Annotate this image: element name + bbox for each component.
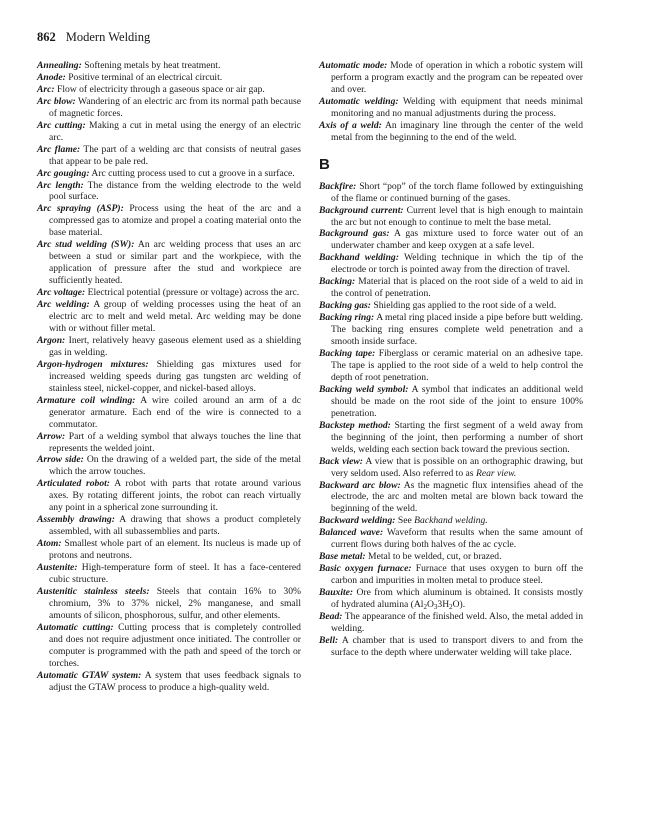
glossary-entry-backing-ring: Backing ring: A metal ring placed inside a pipe before butt welding. The backing ring ensures complete weld penetration and a smooth inside surface. (319, 312, 583, 348)
glossary-entry-balanced-wave: Balanced wave: Waveform that results when the same amount of current flows during both halves of the ac cycle. (319, 527, 583, 551)
glossary-entry-arc-stud-welding: Arc stud welding (SW): An arc welding process that uses an arc between a stud or similar part and the workpiece, with the application of pressure after the stud and workpiece are sufficiently heated. (37, 239, 301, 287)
glossary-entry-backing-weld-symbol: Backing weld symbol: A symbol that indicates an additional weld should be made on the root side of the joint to ensure 100% penetration. (319, 383, 583, 419)
glossary-entry-background-current: Background current: Current level that is high enough to maintain the arc but not enough to continue to melt the base metal. (319, 204, 583, 228)
glossary-entry-axis-of-a-weld: Axis of a weld: An imaginary line through the center of the weld metal from the beginning to the end of the weld. (319, 119, 583, 143)
glossary-entry-arc: Arc: Flow of electricity through a gaseous space or air gap. (37, 83, 265, 95)
page-number: 862 (37, 30, 56, 44)
glossary-entry-arc-blow: Arc blow: Wandering of an electric arc from its normal path because of magnetic forces. (37, 95, 301, 119)
glossary-entry-anode: Anode: Positive terminal of an electrical circuit. (37, 71, 223, 83)
glossary-entry-arc-cutting: Arc cutting: Making a cut in metal using the energy of an electric arc. (37, 119, 301, 143)
glossary-entry-bell: Bell: A chamber that is used to transport divers to and from the surface to the depth where underwater welding will take place. (319, 634, 584, 658)
glossary-column-left (37, 60, 301, 694)
cross-reference: Backhand welding. (414, 515, 488, 527)
glossary-entry-backfire: Backfire: Short “pop” of the torch flame followed by extinguishing of the flame or continued burning of the gases. (319, 180, 583, 204)
running-title: Modern Welding (65, 30, 151, 44)
glossary-entry-atom: Atom: Smallest whole part of an element. Its nucleus is made up of protons and neutrons. (37, 538, 301, 562)
glossary-entry-backing-tape: Backing tape: Fiberglass or ceramic material on an adhesive tape. The tape is applied to the root side of a weld to help control the depth of root penetration. (319, 348, 583, 383)
glossary-entry-backhand-welding: Backhand welding: Welding technique in which the tip of the electrode or torch is pointed away from the direction of travel. (319, 252, 583, 276)
page-header (37, 30, 150, 45)
glossary-entry-basic-oxygen-furnace: Basic oxygen furnace: Furnace that uses oxygen to burn off the carbon and impurities in molten metal to produce steel. (319, 563, 583, 587)
cross-reference: Rear view. (475, 467, 517, 479)
glossary-entry-argon: Argon: Inert, relatively heavy gaseous element used as a shielding gas in welding. (37, 334, 301, 358)
glossary-entry-arc-gouging: Arc gouging: Arc cutting process used to cut a groove in a surface. (37, 167, 295, 179)
glossary-entry-articulated-robot: Articulated robot: A robot with parts that rotate around various axes. By rotating different joints, the robot can reach virtually any point in a spherical zone surrounding it. (37, 478, 301, 514)
glossary-entry-armature-coil-winding: Armature coil winding: A wire coiled around an arm of a dc generator armature. Each end of the wire is connected to a commutator. (37, 394, 301, 430)
glossary-entry-backward-welding: Backward welding: See Backhand welding. (319, 515, 488, 527)
glossary-entry-arc-flame: Arc flame: The part of a welding arc that consists of neutral gases that appear to be pale red. (37, 143, 301, 167)
glossary-entry-backing-gas: Backing gas: Shielding gas applied to the root side of a weld. (319, 300, 557, 312)
glossary-entry-austenitic-stainless-steels: Austenitic stainless steels: Steels that contain 16% to 30% chromium, 3% to 37% nickel, 2% manganese, and small amounts of silicon, phosphorous, sulfur, and other elements. (37, 585, 301, 621)
glossary-entry-background-gas: Background gas: A gas mixture used to force water out of an underwater chamber and keep oxygen at a safe level. (319, 228, 583, 252)
glossary-column-right (319, 60, 583, 659)
glossary-entry-argon-hydrogen-mixtures: Argon-hydrogen mixtures: Shielding gas mixtures used for increased welding speeds during gas tungsten arc welding of stainless steel, nickel-copper, and nickel-based alloys. (37, 358, 301, 394)
glossary-entry-automatic-welding: Automatic welding: Welding with equipment that needs minimal monitoring and no manual adjustments during the process. (319, 95, 583, 119)
glossary-entry-arc-spraying: Arc spraying (ASP): Process using the heat of the arc and a compressed gas to atomize and propel a coating material onto the base material. (37, 203, 301, 239)
section-letter-b: B (319, 155, 330, 173)
glossary-entry-arrow-side: Arrow side: On the drawing of a welded part, the side of the metal which the arrow touches. (37, 454, 302, 478)
glossary-entry-annealing: Annealing: Softening metals by heat treatment. (37, 60, 221, 71)
glossary-entry-automatic-mode: Automatic mode: Mode of operation in which a robotic system will perform a program exactly and the program can be repeated over and over. (319, 60, 583, 95)
glossary-entry-arc-length: Arc length: The distance from the welding electrode to the weld pool surface. (37, 179, 301, 203)
glossary-entry-arc-voltage: Arc voltage: Electrical potential (pressure or voltage) across the arc. (37, 287, 300, 299)
glossary-entry-automatic-gtaw-system: Automatic GTAW system: A system that uses feedback signals to adjust the GTAW process to produce a high-quality weld. (37, 669, 301, 693)
glossary-entry-bead: Bead: The appearance of the finished weld. Also, the metal added in welding. (319, 610, 583, 634)
glossary-entry-austenite: Austenite: High-temperature form of steel. It has a face-centered cubic structure. (37, 562, 301, 585)
glossary-entry-backward-arc-blow: Backward arc blow: As the magnetic flux intensifies ahead of the electrode, the arc and molten metal are blown back toward the beginning of the weld. (319, 479, 583, 515)
glossary-entry-automatic-cutting: Automatic cutting: Cutting process that is completely controlled and does not require adjustment once initiated. The controller or computer is programmed with the path and speed of the torch or torches. (37, 621, 301, 669)
glossary-entry-back-view: Back view: A view that is possible on an orthographic drawing, but very seldom used. Also referred to as Rear view. (319, 455, 583, 479)
glossary-entry-base-metal: Base metal: Metal to be welded, cut, or brazed. (319, 551, 502, 563)
glossary-entry-bauxite: Bauxite: Ore from which aluminum is obtained. It consists mostly of hydrated alumina $(Al_2O_33H_2O)$. (319, 587, 583, 612)
glossary-entry-arc-welding: Arc welding: A group of welding processes using the heat of an electric arc to melt and weld metal. Arc welding may be done with or without filler metal. (37, 299, 301, 334)
glossary-entry-backing: Backing: Material that is placed on the root side of a weld to aid in the control of penetration. (319, 276, 583, 300)
glossary-entry-assembly-drawing: Assembly drawing: A drawing that shows a product completely assembled, with all subassemblies and parts. (37, 514, 301, 538)
glossary-entry-arrow: Arrow: Part of a welding symbol that always touches the line that represents the welded joint. (37, 430, 301, 454)
glossary-entry-backstep-method: Backstep method: Starting the first segment of a weld away from the beginning of the joint, then performing a number of short welds, welding each section back toward the previous section. (319, 419, 583, 455)
